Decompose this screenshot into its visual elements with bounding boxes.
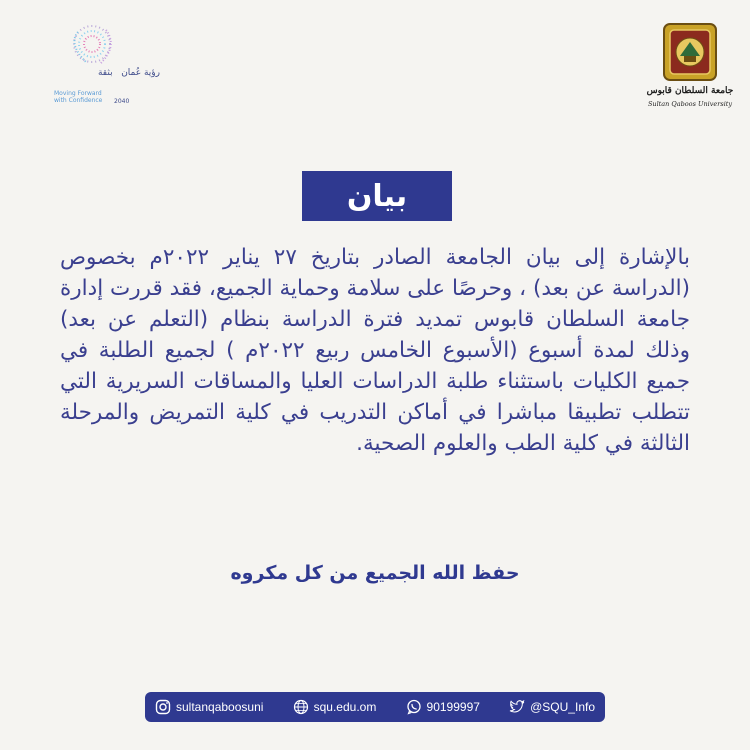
vision-year: 2040 — [114, 98, 130, 105]
vision-arabic-text: رؤية عُمان بثقة — [97, 68, 160, 78]
vision-tagline-1: Moving Forward — [54, 90, 102, 97]
twitter-handle: @SQU_Info — [530, 700, 595, 714]
whatsapp-icon — [406, 699, 422, 715]
closing-text: حفظ الله الجميع من كل مكروه — [230, 562, 520, 584]
university-english-name: Sultan Qaboos University — [647, 100, 733, 108]
globe-icon — [293, 699, 309, 715]
oman-vision-2040-logo — [48, 22, 168, 105]
instagram-link[interactable] — [155, 699, 263, 715]
page-title: بيان — [302, 171, 452, 221]
announcement-body: بالإشارة إلى بيان الجامعة الصادر بتاريخ ٢٧ يناير ٢٠٢٢م بخصوص (الدراسة عن بعد) ، وحرصًا على سلامة وحماية الجميع، فقد قررت إدارة جامعة السلطان قابوس تمديد فترة الدراسة بنظام (التعلم عن بعد) وذلك لمدة أسبوع (الأسبوع الخامس ربيع ٢٠٢٢م ) لجميع الطلبة في جميع الكليات باستثناء طلبة الدراسات العليا والمساقات السريرية التي تتطلب تطبيقا مباشرا في أماكن التدريب في كلية التمريض والمرحلة الثالثة في كلية الطب والعلوم الصحية. — [60, 245, 690, 456]
contact-footer — [145, 692, 605, 722]
university-arabic-name: جامعة السلطان قابوس — [646, 86, 734, 96]
website-url: squ.edu.om — [313, 700, 377, 714]
instagram-icon — [155, 699, 171, 715]
squ-logo — [640, 20, 740, 110]
website-link[interactable] — [293, 699, 377, 715]
vision-tagline-2: with Confidence — [54, 97, 103, 104]
twitter-link[interactable] — [509, 700, 595, 714]
phone-link[interactable] — [406, 699, 480, 715]
instagram-handle: sultanqaboosuni — [176, 700, 264, 714]
twitter-icon — [509, 700, 525, 714]
phone-number: 90199997 — [426, 700, 480, 714]
university-crest-icon — [658, 20, 722, 84]
